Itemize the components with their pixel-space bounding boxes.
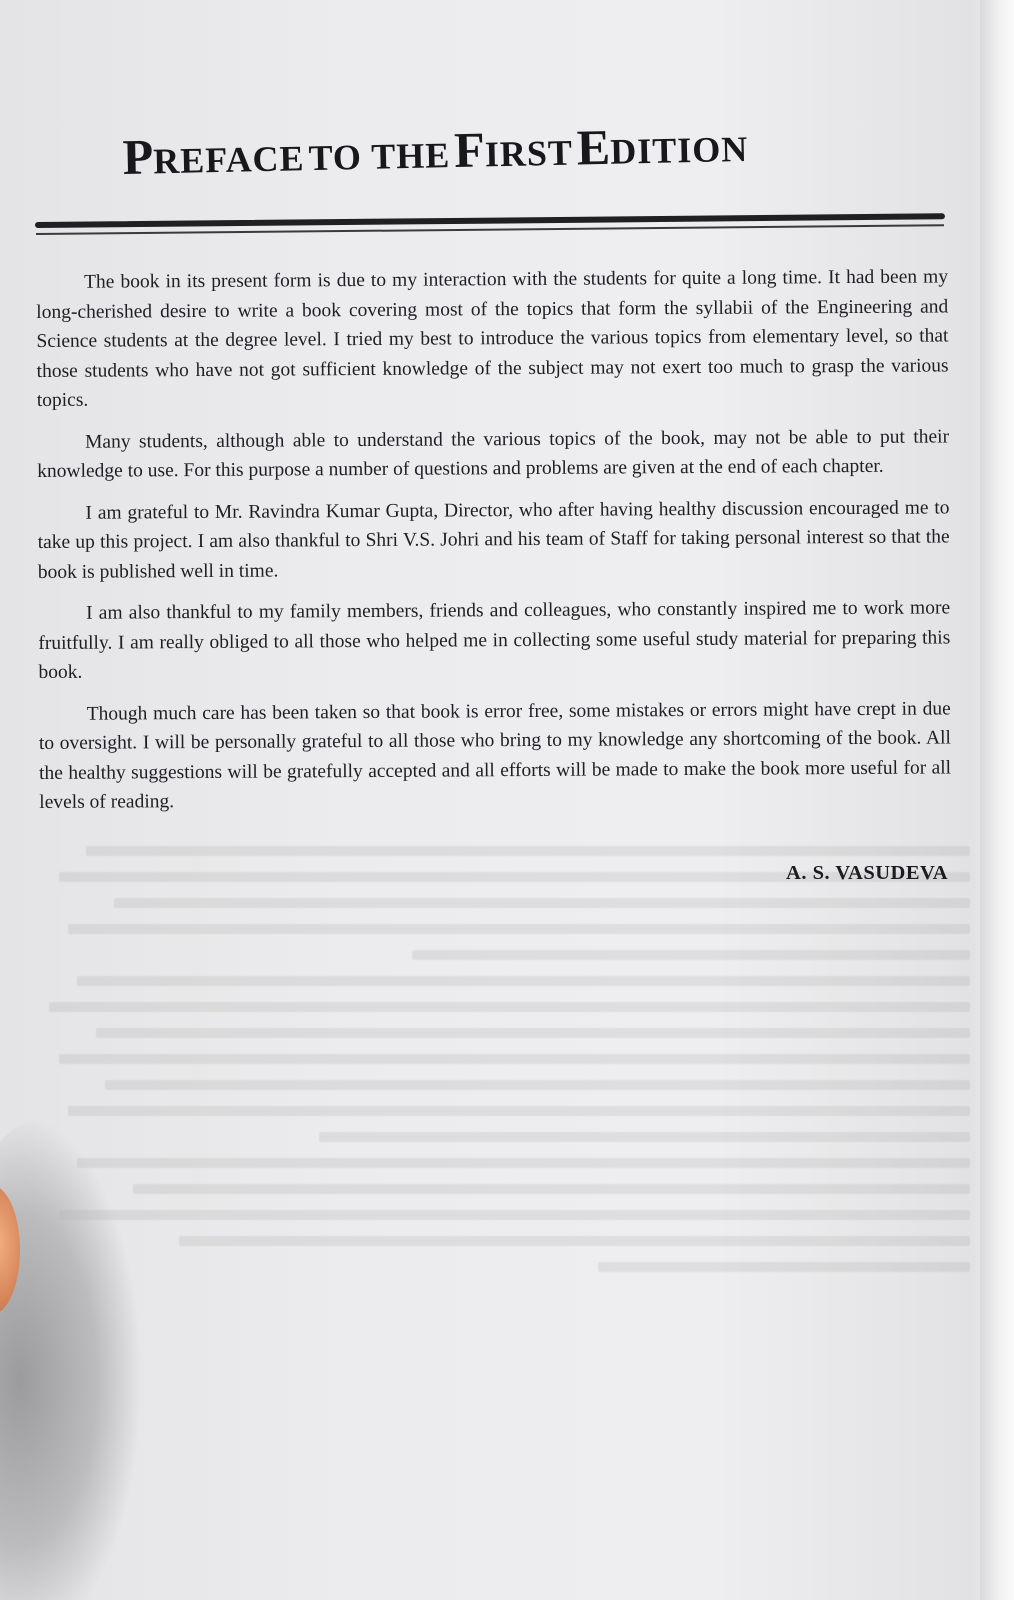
paragraph-1: The book in its present form is due to my interaction with the students for quite a long time. It had been my long-cherished desire to write a book covering most of the topics that form the syllabii of the Engineering and Science students at the degree level. I tried my best to introduce the various topics from elementary level, so that those students who have not got sufficient knowledge of the subject may not exert too much to grasp the various topics. (36, 266, 949, 411)
paragraph-2: Many students, although able to understand the various topics of the book, may not be able to put their knowledge to use. For this purpose a number of questions and problems are given at the end of each chapter. (37, 425, 950, 482)
preface-body (36, 262, 951, 829)
paragraph-4: I am also thankful to my family members, friends and colleagues, who constantly inspired me to work more fruitfully. I am really obliged to all those who helped me in collecting some useful study material for preparing this book. (38, 597, 951, 683)
title-initial-e: E (576, 118, 611, 176)
paragraph-3: I am grateful to Mr. Ravindra Kumar Gupta, Director, who after having healthy discussion encouraged me to take up this project. I am also thankful to Shri V.S. Johri and his team of Staff for taking personal interest so that the book is published well in time. (37, 496, 950, 583)
paragraph-5: Though much care has been taken so that book is error free, some mistakes or errors might have crept in due to oversight. I will be personally grateful to all those who bring to my knowledge any shortcoming of the book. All the healthy suggestions will be gratefully accepted and all efforts will be made to make the book more useful for all levels of reading. (38, 697, 952, 813)
hand-shadow (0, 1120, 140, 1600)
show-through-text (40, 830, 970, 1390)
title-initial-f: F (453, 121, 486, 179)
title-word-irst: IRST (484, 132, 574, 175)
title-word-dition: DITION (609, 128, 749, 172)
page-edge-shadow (980, 0, 1014, 1600)
title-initial-p: P (122, 128, 154, 185)
title-word-reface: REFACE (152, 138, 305, 182)
title-words-to-the: TO THE (308, 135, 451, 179)
author-signature: A. S. VASUDEVA (786, 862, 948, 884)
page-title (122, 112, 884, 228)
